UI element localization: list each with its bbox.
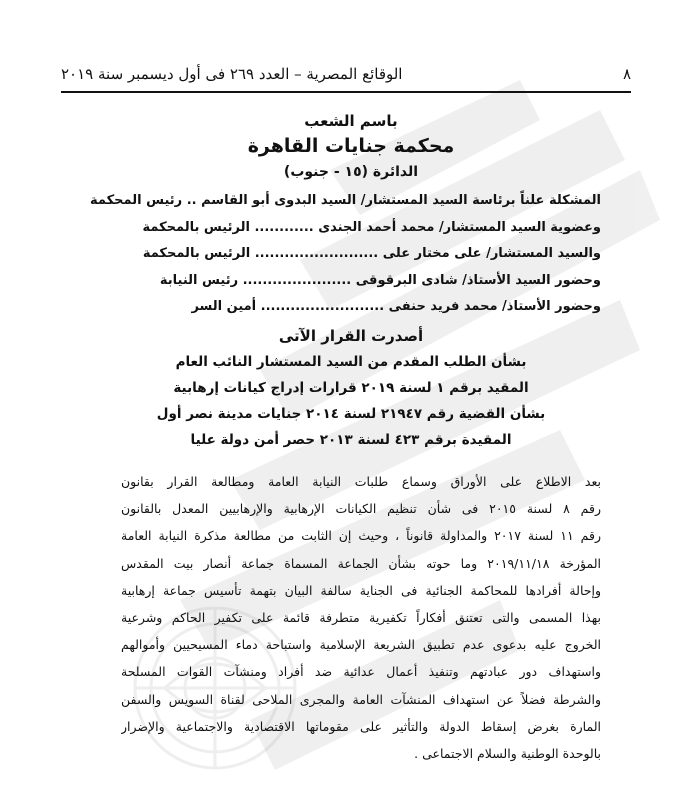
decision-subject <box>101 349 601 453</box>
body-line: بعد الاطلاع على الأوراق وسماع طلبات النيابة العامة ومطالعة القرار بقانون <box>121 474 601 489</box>
issued-decision-title: أصدرت القرار الآتى <box>278 326 424 345</box>
heading-in-name-of-people: باسم الشعب <box>304 112 398 130</box>
body-line: رقم ١١ لسنة ٢٠١٧ والمداولة قانوناً ، وحيث إن الثابت من مطالعة مذكرة النيابة العامة <box>121 528 601 544</box>
body-line: الخروج عليه بدعوى عدم تطبيق الشريعة الإسلامية واستباحة دماء المسيحيين وأموالهم <box>121 637 601 653</box>
body-line: المؤرخة ٢٠١٩/١١/١٨ وما حوته بشأن الجماعة المسماة جماعة أنصار بيت المقدس <box>121 555 601 571</box>
page-number: ٨ <box>622 65 631 83</box>
circuit-label: الدائرة <box>372 164 419 180</box>
subject-line: بشأن القضية رقم ٢١٩٤٧ لسنة ٢٠١٤ جنايات مدينة نصر أول <box>156 405 546 422</box>
court-name-title: محكمة جنايات القاهرة <box>247 135 455 157</box>
subject-line: بشأن الطلب المقدم من السيد المستشار النائب العام <box>175 353 527 370</box>
body-line: رقم ٨ لسنة ٢٠١٥ فى شأن تنظيم الكيانات الإرهابية والإرهابيين المعدل بالقانون <box>121 501 601 517</box>
bench-member-row: وحضور الأستاذ/ محمد فريد حنفى ......................... أمين السر <box>191 299 601 314</box>
bench-member-row: والسيد المستشار/ على مختار على ......................... الرئيس بالمحكمة <box>142 246 601 261</box>
body-line: بهذا المسمى والتى تعتنق أفكاراً تكفيرية متطرفة قائمة على تكفير الحاكم وشرعية <box>121 610 601 626</box>
circuit-value: (١٥ - جنوب) <box>283 164 369 180</box>
bench-member-row: وعضوية السيد المستشار/ محمد أحمد الجندى ............ الرئيس بالمحكمة <box>142 219 601 235</box>
decision-body-paragraph <box>121 468 601 767</box>
subject-line: المقيدة برقم ٤٢٣ لسنة ٢٠١٣ حصر أمن دولة عليا <box>190 431 512 448</box>
body-line: بالوحدة الوطنية والسلام الاجتماعى . <box>414 746 601 762</box>
court-bench-list <box>90 188 601 321</box>
page-header <box>61 56 631 92</box>
body-line: وإحالة أفرادها للمحاكمة الجنائية فى الجناية سالفة البيان بتهمة تأسيس جماعة إرهابية <box>121 582 601 598</box>
judgment-heading-block <box>90 110 601 453</box>
header-divider <box>61 91 631 93</box>
bench-member-row: وحضور السيد الأستاذ/ شادى البرقوقى ...................... رئيس النيابة <box>159 272 601 288</box>
gazette-issue-title: الوقائع المصرية – العدد ٢٦٩ فى أول ديسمبر سنة ٢٠١٩ <box>61 65 403 83</box>
body-line: والشرطة فضلاً عن استهداف المنشآت العامة والمجرى الملاحى لقناة السويس والسفن <box>121 691 601 707</box>
court-circuit <box>101 160 601 184</box>
body-line: المارة بغرض إسقاط الدولة والتأثير على مقوماتها الاقتصادية والاجتماعية والإضرار <box>121 718 601 734</box>
bench-member-row: المشكلة علناً برئاسة السيد المستشار/ السيد البدوى أبو القاسم .. رئيس المحكمة <box>90 193 601 208</box>
body-line: واستهداف دور عبادتهم وتنفيذ أعمال عدائية ضد أفراد ومنشآت القوات المسلحة <box>121 664 601 680</box>
subject-line: المقيد برقم ١ لسنة ٢٠١٩ قرارات إدراج كيانات إرهابية <box>173 379 529 396</box>
